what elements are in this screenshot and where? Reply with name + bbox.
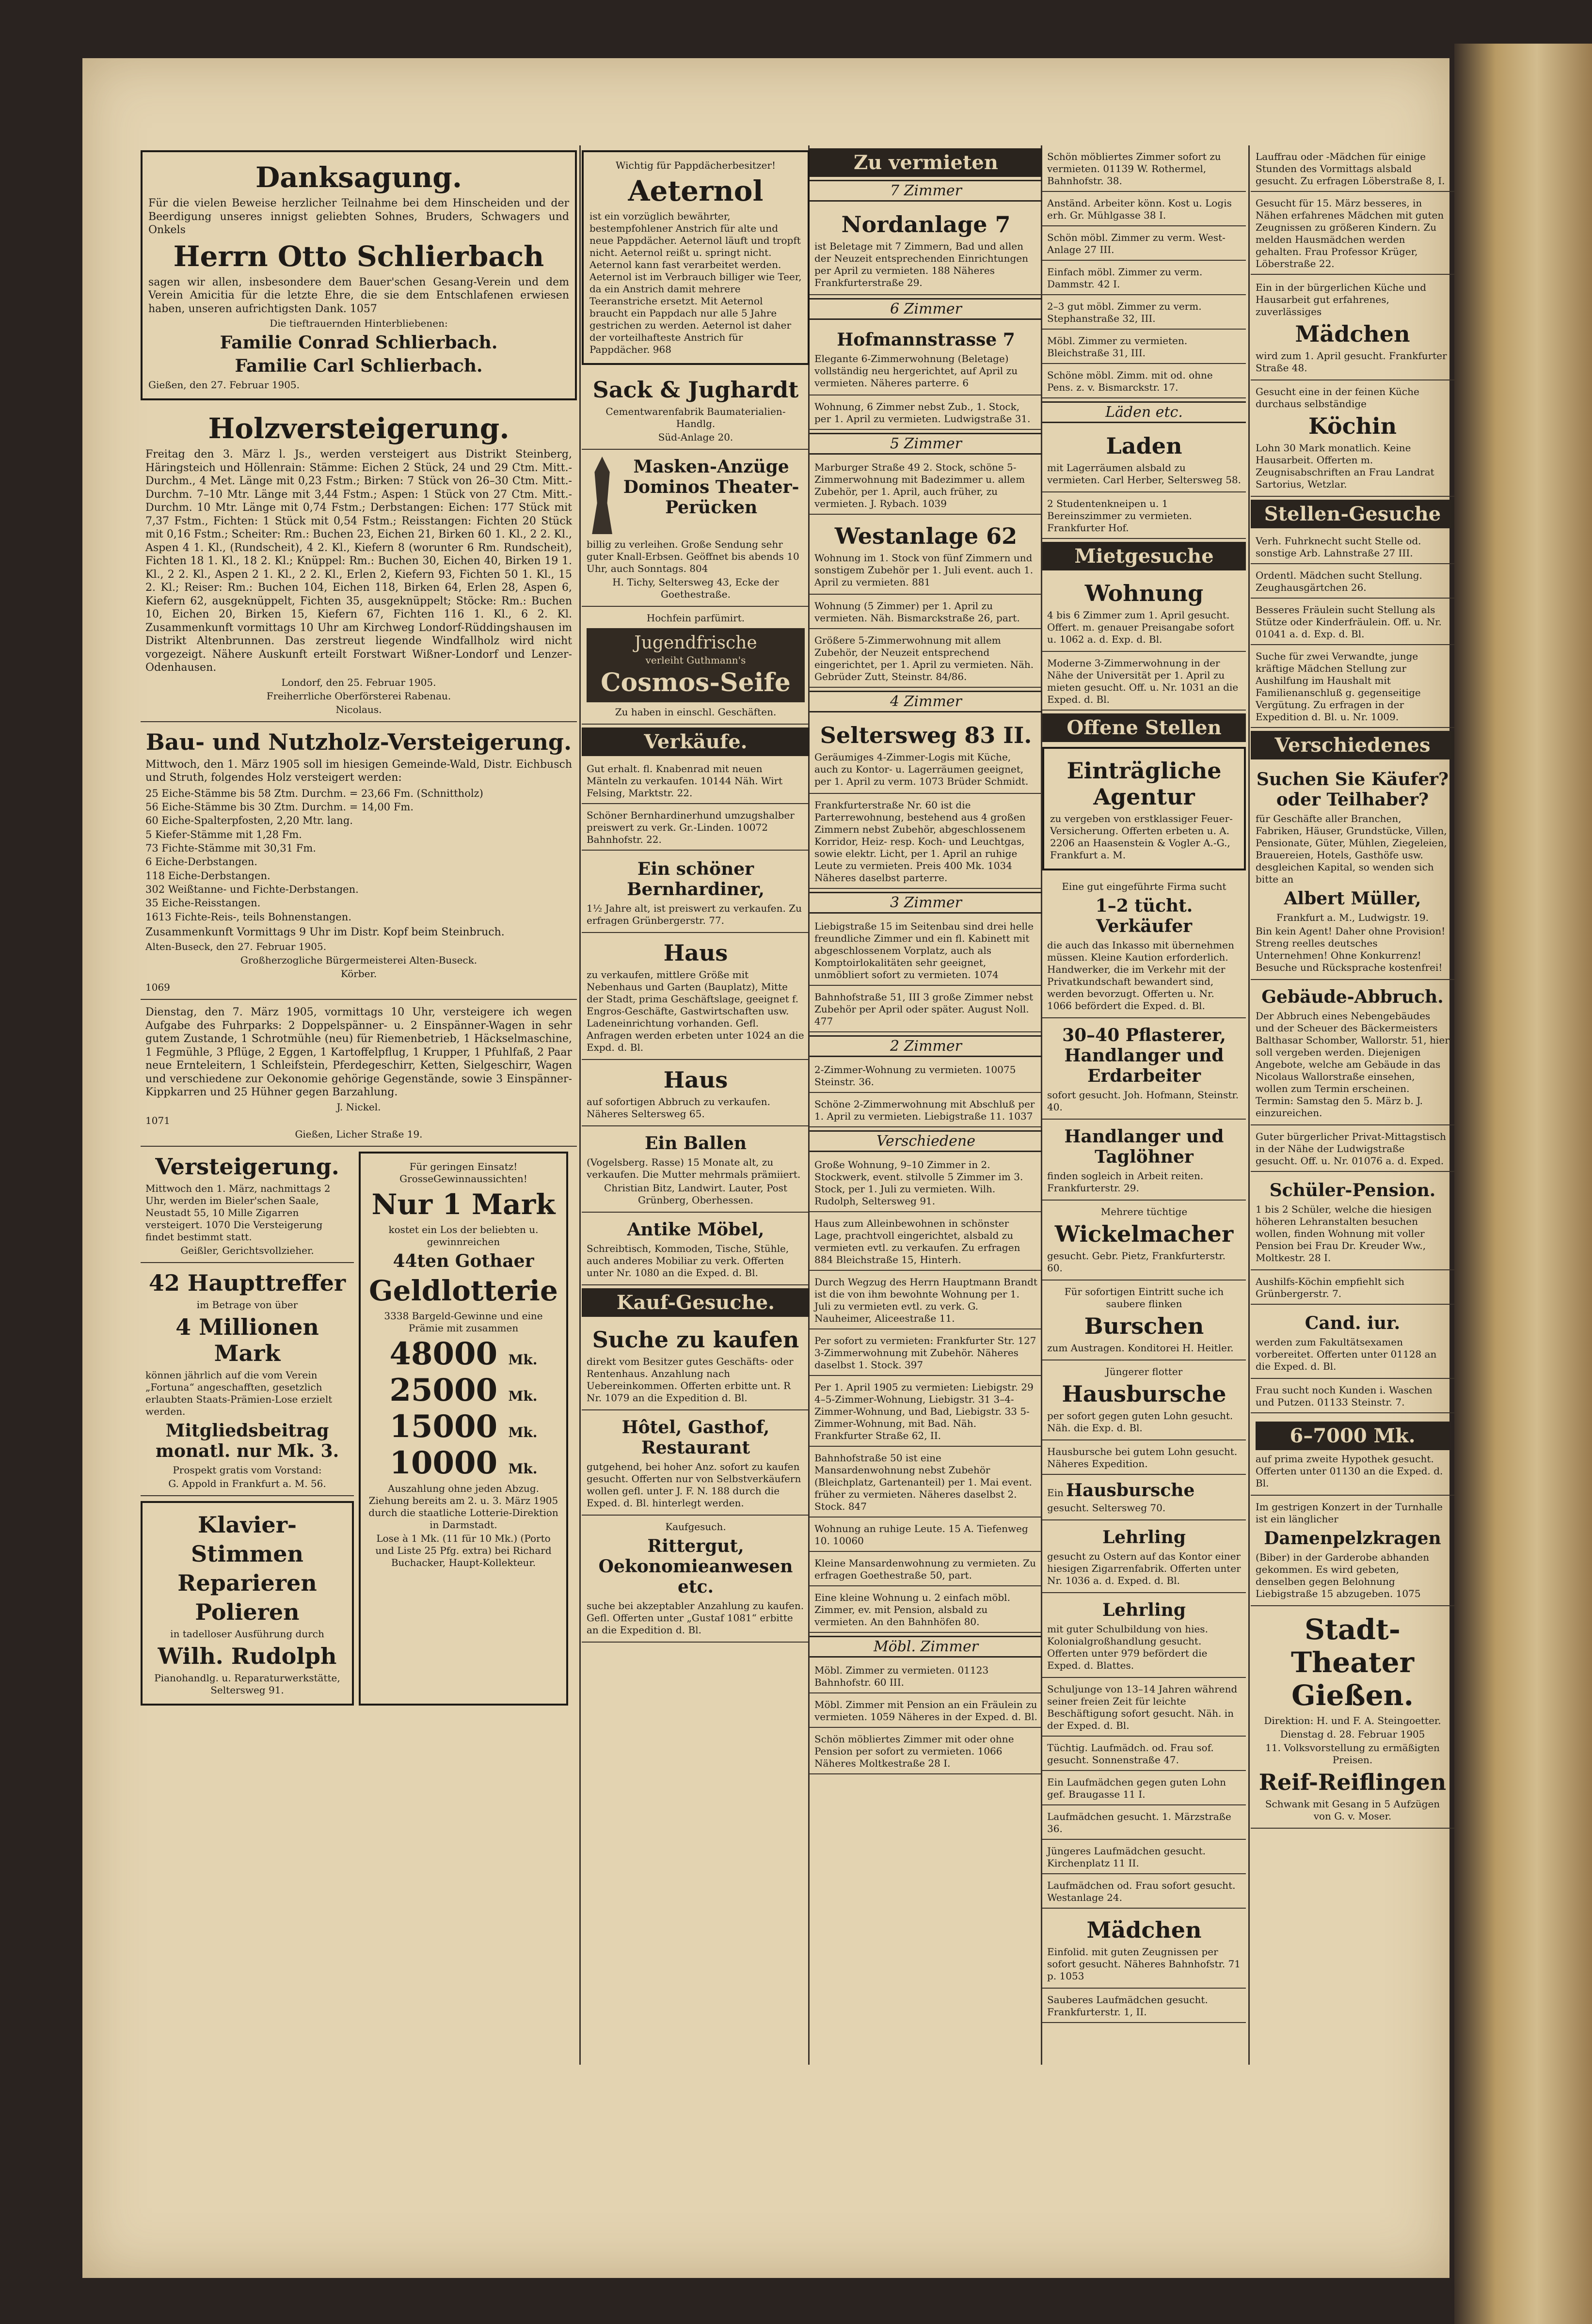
ad-title: Westanlage 62 bbox=[834, 523, 1018, 549]
ad-text: Möbl. Zimmer mit Pension an ein Fräulein zu vermieten. 1059 Näheres in der Exped. d. Bl. bbox=[810, 1695, 1042, 1728]
ad-text: Sauberes Laufmädchen gesucht. Frankfurterstr. 1, II. bbox=[1042, 1990, 1246, 2023]
ad-masken-row bbox=[587, 454, 805, 537]
ad-text: Jüngerer flotter bbox=[1105, 1366, 1183, 1377]
ad-title: Antike Möbel, bbox=[627, 1219, 764, 1240]
ad-title: Hofmannstrasse 7 bbox=[837, 330, 1015, 350]
ad-text: Schön möbl. Zimmer zu verm. West-Anlage 27 III. bbox=[1042, 228, 1246, 261]
ad-text: Ein in der bürgerlichen Küche und Hausarbeit gut erfahrenes, zuverlässiges bbox=[1256, 282, 1427, 317]
column-4 bbox=[1042, 145, 1246, 2084]
ad-text: (Vogelsberg. Rasse) 15 Monate alt, zu verkaufen. Die Mutter mehrmals prämiiert. bbox=[587, 1156, 801, 1180]
ad-title: Danksagung. bbox=[255, 161, 462, 194]
ad-text: werden zum Fakultätsexamen vorbereitet. Offerten unter 01128 an die Exped. d. Bl. bbox=[1256, 1336, 1437, 1372]
ad-text: ist ein vorzüglich bewährter, bestempfohlener Anstrich für alte und neue Pappdächer. Aeternol läuft und tropft nicht. Aeternol reißt u. springt nicht. Aeternol kann fast verarbeitet werden. Aeternol ist im Verbrauch billiger wie Teer, da ein Anstrich damit mehrere Teeranstriche ersetzt. Mit Aeternol braucht ein Pappdach nur alle 5 Jahre gestrichen zu werden. Aeternol ist daher der vorteilhafteste Anstrich für Pappdächer. 968 bbox=[589, 210, 802, 355]
ad-text: Schwank mit Gesang in 5 Aufzügen von G. v. Moser. bbox=[1265, 1798, 1440, 1822]
ad-stadttheater bbox=[1251, 1606, 1454, 1829]
ad-title: Ein Ballen bbox=[644, 1133, 747, 1154]
prize-amount bbox=[366, 1372, 560, 1408]
ad-sign: G. Appold in Frankfurt a. M. 56. bbox=[168, 1477, 326, 1489]
list-item: 302 Weißtanne- und Fichte-Derbstangen. bbox=[145, 883, 359, 895]
book-edge bbox=[1454, 44, 1592, 2324]
ad-cosmos bbox=[582, 607, 810, 725]
ad-text: Schuljunge von 13–14 Jahren während seiner freien Zeit für leichte Beschäftigung sofort gesucht. Näh. in der Exped. d. Bl. bbox=[1042, 1679, 1246, 1737]
subsection-header: 4 Zimmer bbox=[810, 691, 1042, 712]
ad-agentur bbox=[1042, 747, 1246, 870]
ad-text: auf prima zweite Hypothek gesucht. Offerten unter 01130 an die Exped. d. Bl. bbox=[1256, 1453, 1443, 1489]
ad-moebel bbox=[582, 1213, 810, 1285]
ad-maedchen bbox=[1251, 276, 1454, 380]
ad-title: Handlanger und Taglöhner bbox=[1064, 1126, 1224, 1167]
subsection-header: 7 Zimmer bbox=[810, 180, 1042, 202]
cosmos-banner bbox=[587, 628, 805, 702]
list-item: 118 Eiche-Derbstangen. bbox=[145, 870, 271, 882]
ad-versteigerung bbox=[141, 1147, 354, 1263]
ad-verkaeufer bbox=[1042, 875, 1246, 1018]
ad-title: Bau- und Nutzholz-Versteigerung. bbox=[145, 728, 572, 755]
ad-sign: H. Tichy, Seltersweg 43, Ecke der Goethestraße. bbox=[612, 576, 779, 600]
ad-text: Der Abbruch eines Nebengebäudes und der Scheuer des Bäckermeisters Balthasar Schomber, Wallorstr. 51, hier soll vergeben werden. Diejenigen Angebote, welche am Gebäude in das Nicolaus Wallorstraße einsehen, wollen zum Termin erscheinen. Termin: Samstag den 5. März b. J. einzureichen. bbox=[1256, 1010, 1449, 1119]
ad-text: Marburger Straße 49 2. Stock, schöne 5-Zimmerwohnung mit Badezimmer u. allem Zubehör, per 1. April, auch früher, zu vermieten. J. Rybach. 1039 bbox=[810, 458, 1042, 515]
ad-text: Elegante 6-Zimmerwohnung (Beletage) vollständig neu hergerichtet, auf April zu vermieten. Näheres parterre. 6 bbox=[814, 353, 1018, 389]
ad-text: 11. Volksvorstellung zu ermäßigten Preisen. bbox=[1265, 1742, 1440, 1766]
ad-haupttreffer bbox=[141, 1263, 354, 1496]
ad-title: Mädchen bbox=[1086, 1917, 1202, 1943]
ad-text: Direktion: H. und F. A. Steingoetter. bbox=[1264, 1715, 1441, 1726]
ad-text: in tadelloser Ausführung durch bbox=[170, 1628, 324, 1640]
ad-text: Dienstag, den 7. März 1905, vormittags 10 Uhr, versteigere ich wegen Aufgabe des Fuhrparks: 2 Doppelspänner- u. 2 Einspänner-Wagen in sehr gutem Zustande, 1 Schrotmühle (neu) für Riemenbetrieb, 1 Häckselmaschine, 1 Fegmühle, 3 Pflüge, 2 Eggen, 1 Kartoffelpflug, 1 Krupper, 1 Pfuhlfaß, 2 Paar neue Ernteleitern, 1 Schleifstein, Pferdegeschirr, Ketten, Sielgeschirr, Wagen und verschiedene zur Oekonomie gehörige Gegenstände, sowie 3 Einspänner-Kippkarren und 25 Hühner gegen Barzahlung. bbox=[145, 1006, 572, 1099]
ad-title: Holzversteigerung. bbox=[208, 412, 509, 445]
ad-date: Londorf, den 25. Februar 1905. bbox=[281, 676, 436, 688]
ad-sign: J. Nickel. bbox=[336, 1101, 381, 1113]
ad-text: auf sofortigen Abbruch zu verkaufen. Näheres Seltersweg 65. bbox=[587, 1096, 770, 1120]
ad-text: Mittwoch, den 1. März 1905 soll im hiesigen Gemeinde-Wald, Distr. Eichbusch und Struth, folgendes Holz versteigert werden: bbox=[145, 758, 572, 784]
ad-text: Für geringen Einsatz! GrosseGewinnaussichten! bbox=[399, 1160, 527, 1185]
ad-koechin bbox=[1251, 380, 1454, 497]
ad-text: suche bei akzeptabler Anzahlung zu kaufen. Gefl. Offerten unter „Gustaf 1081“ erbitte an die Expedition d. Bl. bbox=[587, 1600, 804, 1636]
ad-title: 44ten Gothaer bbox=[393, 1250, 534, 1271]
ad-laden bbox=[1042, 426, 1246, 492]
ad-text: mit Lagerräumen alsbald zu vermieten. Carl Herber, Seltersweg 58. bbox=[1047, 462, 1242, 486]
prize-unit: Mk. bbox=[508, 1424, 538, 1440]
ad-title: Cand. iur. bbox=[1305, 1313, 1401, 1333]
ad-text: Frankfurt a. M., Ludwigstr. 19. bbox=[1276, 912, 1429, 923]
ad-text: Möbl. Zimmer zu vermieten. Bleichstraße 31, III. bbox=[1042, 331, 1246, 364]
list-item: 60 Eiche-Spalterpfosten, 2,20 Mtr. lang. bbox=[145, 815, 353, 827]
ad-klavier bbox=[141, 1501, 354, 1706]
ad-sign: Nicolaus. bbox=[335, 703, 382, 715]
ad-title: Wohnung bbox=[1084, 580, 1204, 606]
ad-text: Haus zum Alleinbewohnen in schönster Lage, prachtvoll eingerichtet, alsbald zu vermieten evtl. zu verkaufen. Zu erfragen 884 Bleichstraße 15, Hinterh. bbox=[810, 1214, 1042, 1271]
ad-hausbursche bbox=[1042, 1360, 1246, 1440]
col1-bottom-left bbox=[141, 1147, 354, 1710]
ad-sack-jughardt bbox=[582, 370, 810, 450]
ad-title: Geldlotterie bbox=[369, 1274, 558, 1307]
ad-title: Gebäude-Abbruch. bbox=[1261, 987, 1444, 1007]
ad-title: Suchen Sie Käufer? oder Teilhaber? bbox=[1256, 769, 1449, 810]
column-5 bbox=[1251, 145, 1454, 2084]
col1-bottom bbox=[141, 1147, 577, 1710]
ad-text: 1 bis 2 Schüler, welche die hiesigen höheren Lehranstalten besuchen wollen, finden Wohnung mit voller Pension bei Frau Dr. Kreuder Ww., Moltkestr. 28 I. bbox=[1256, 1203, 1432, 1264]
section-header: Offene Stellen bbox=[1042, 713, 1246, 742]
list-item: 73 Fichte-Stämme mit 30,31 Fm. bbox=[145, 842, 316, 854]
ad-title: Rittergut, Oekonomieanwesen etc. bbox=[598, 1536, 793, 1597]
ad-text: Durch Wegzug des Herrn Hauptmann Brandt ist die von ihm bewohnte Wohnung per 1. Juli zu vermieten evtl. zu verk. G. Nauheimer, Aliceestraße 11. bbox=[810, 1272, 1042, 1329]
ad-text: Zusammenkunft Vormittags 9 Uhr im Distr. Kopf beim Steinbruch. bbox=[145, 926, 505, 938]
column-1 bbox=[141, 145, 577, 2084]
ad-lehrling bbox=[1042, 1520, 1246, 1593]
ad-hypothek bbox=[1251, 1415, 1454, 1496]
ad-title: Versteigerung. bbox=[155, 1153, 339, 1180]
ad-text: Bahnhofstraße 51, III 3 große Zimmer nebst Zubehör per April oder später. August Noll. 477 bbox=[810, 987, 1042, 1032]
ad-haus-abbruch bbox=[582, 1060, 810, 1126]
ad-text: 1½ Jahre alt, ist preiswert zu verkaufen. Zu erfragen Grünbergerstr. 77. bbox=[587, 902, 802, 926]
ad-text: ist Beletage mit 7 Zimmern, Bad und allen der Neuzeit entsprechenden Einrichtungen per April zu vermieten. 188 Näheres Frankfurterstraße 29. bbox=[814, 240, 1029, 288]
ad-text: sagen wir allen, insbesondere dem Bauer'schen Gesang-Verein und dem Verein Amicitia für die letzte Ehre, die sie dem Entschlafenen erwiesen haben, unseren aufrichtigsten Dank. 1057 bbox=[148, 276, 569, 315]
ad-text: Für sofortigen Eintritt suche ich saubere flinken bbox=[1064, 1286, 1224, 1310]
prize-amount bbox=[366, 1445, 560, 1481]
ad-title: 6–7000 Mk. bbox=[1256, 1422, 1449, 1450]
ad-text: Geräumiges 4-Zimmer-Logis mit Küche, auch zu Kontor- u. Lagerräumen geeignet, per 1. April zu verm. 1073 Brüder Schmidt. bbox=[814, 751, 1029, 787]
ad-text: Gut erhalt. fl. Knabenrad mit neuen Mänteln zu verkaufen. 10144 Näh. Wirt Felsing, Marktstr. 22. bbox=[582, 759, 810, 804]
ad-hausbursche-3 bbox=[1042, 1476, 1246, 1520]
ad-text: Schön möbliertes Zimmer mit oder ohne Pension per sofort zu vermieten. 1066 Näheres Moltkestraße 28 I. bbox=[810, 1729, 1042, 1774]
ad-title: Einträgliche Agentur bbox=[1067, 758, 1222, 810]
ad-title: Haus bbox=[663, 1067, 728, 1093]
ad-text: Frau sucht noch Kunden i. Waschen und Putzen. 01133 Steinstr. 7. bbox=[1251, 1380, 1454, 1413]
section-header: Verkäufe. bbox=[582, 727, 810, 756]
subsection-header: 2 Zimmer bbox=[810, 1035, 1042, 1057]
ad-text: 2 Studentenkneipen u. 1 Bereinszimmer zu vermieten. Frankfurter Hof. bbox=[1042, 494, 1246, 539]
list-item: 35 Eiche-Reisstangen. bbox=[145, 897, 261, 909]
subsection-header: 5 Zimmer bbox=[810, 433, 1042, 455]
ad-ballen bbox=[582, 1126, 810, 1213]
ad-bau-nutzholz bbox=[141, 722, 577, 1000]
ad-title: Reif-Reiflingen bbox=[1258, 1769, 1447, 1795]
ad-sign: Körber. bbox=[340, 968, 377, 980]
ad-title: 42 Haupttreffer bbox=[148, 1269, 346, 1296]
ad-holzversteigerung bbox=[141, 405, 577, 722]
section-header: Mietgesuche bbox=[1042, 542, 1246, 570]
ad-text: Lose à 1 Mk. (11 für 10 Mk.) (Porto und Liste 25 Pfg. extra) bei Richard Buchacker, Haupt-Kollekteur. bbox=[375, 1532, 552, 1568]
ad-text: Aushilfs-Köchin empfiehlt sich Grünbergerstr. 7. bbox=[1251, 1272, 1454, 1305]
prize-unit: Mk. bbox=[508, 1351, 538, 1368]
ad-cand-iur bbox=[1251, 1306, 1454, 1379]
list-item: 56 Eiche-Stämme bis 30 Ztm. Durchm. = 14,00 Fm. bbox=[145, 801, 414, 813]
ad-date: Dienstag d. 28. Februar 1905 bbox=[1280, 1728, 1425, 1740]
ad-title: Ein schöner Bernhardiner, bbox=[627, 859, 764, 900]
ad-text: Süd-Anlage 20. bbox=[658, 431, 733, 443]
ad-text: Einfach möbl. Zimmer zu verm. Dammstr. 42 I. bbox=[1042, 262, 1246, 295]
ad-text: 3338 Bargeld-Gewinne und eine Prämie mit zusammen bbox=[384, 1310, 543, 1334]
ad-text: Gesucht für 15. März besseres, in Nähen erfahrenes Mädchen mit guten Zeugnissen zu größeren Kindern. Zu melden Hausmädchen werden gehalten. Frau Professor Krüger, Löberstraße 22. bbox=[1251, 193, 1454, 275]
ad-title: Köchin bbox=[1308, 413, 1397, 439]
ad-text: (Biber) in der Garderobe abhanden gekommen. Es wird gebeten, denselben gegen Belohnung Liebigstraße 15 abzugeben. 1075 bbox=[1256, 1551, 1430, 1599]
ad-text: Wohnung (5 Zimmer) per 1. April zu vermieten. Näh. Bismarckstraße 26, part. bbox=[810, 596, 1042, 629]
ad-text: Wohnung im 1. Stock von fünf Zimmern und sonstigem Zubehör per 1. Juli event. auch 1. April zu vermieten. 881 bbox=[814, 552, 1034, 588]
ad-text: Per 1. April 1905 zu vermieten: Liebigstr. 29 4–5-Zimmer-Wohnung, Liebigstr. 31 3–4-Zimmer-Wohnung, und Bad, Liebigstr. 33 5-Zimmer-Wohnung, mit Bad. Näh. Frankfurter Straße 62, II. bbox=[810, 1377, 1042, 1447]
ad-title: Masken-Anzüge Dominos Theater-Perücken bbox=[623, 457, 799, 518]
ad-text: kostet ein Los der beliebten u. gewinnreichen bbox=[388, 1223, 539, 1248]
ad-text: gesucht. Gebr. Pietz, Frankfurterstr. 60. bbox=[1047, 1250, 1226, 1274]
ad-aeternol bbox=[582, 150, 810, 365]
harlequin-icon bbox=[589, 457, 615, 534]
ad-text: Cementwarenfabrik Baumaterialien-Handlg. bbox=[605, 406, 786, 429]
subsection-header: 6 Zimmer bbox=[810, 298, 1042, 320]
ad-title: Hausbursche bbox=[1062, 1381, 1226, 1407]
ad-title: Aeternol bbox=[628, 174, 764, 207]
ad-bernhardiner bbox=[582, 852, 810, 933]
ad-date: Gießen, den 27. Februar 1905. bbox=[148, 379, 300, 391]
ad-date: Alten-Buseck, den 27. Februar 1905. bbox=[145, 941, 327, 953]
ad-text: Ordentl. Mädchen sucht Stellung. Zeughausgärtchen 26. bbox=[1251, 566, 1454, 599]
ad-text: Auszahlung ohne jeden Abzug. Ziehung bereits am 2. u. 3. März 1905 durch die staatliche Lotterie-Direktion in Darmstadt. bbox=[368, 1482, 558, 1531]
ad-text: Ein bbox=[1047, 1487, 1064, 1499]
prize-unit: Mk. bbox=[508, 1460, 538, 1477]
ad-text: zum Austragen. Konditorei H. Heitler. bbox=[1047, 1342, 1234, 1354]
column-2 bbox=[582, 145, 810, 2084]
ad-sign: Freiherrliche Oberförsterei Rabenau. bbox=[266, 690, 451, 702]
list-item: 1613 Fichte-Reis-, teils Bohnenstangen. bbox=[145, 911, 351, 923]
column-rule bbox=[1248, 145, 1250, 2065]
ad-title: Seltersweg 83 II. bbox=[820, 722, 1032, 748]
ad-name: Wilh. Rudolph bbox=[158, 1643, 337, 1669]
ad-text: Hausbursche bei gutem Lohn gesucht. Näheres Expedition. bbox=[1042, 1442, 1246, 1475]
ad-sign: Christian Bitz, Landwirt. Lauter, Post Grünberg, Oberhessen. bbox=[604, 1182, 788, 1206]
ad-text: Schöne 2-Zimmerwohnung mit Abschluß per 1. April zu vermieten. Liebigstraße 11. 1037 bbox=[810, 1094, 1042, 1127]
ad-lotterie bbox=[359, 1152, 568, 1706]
ad-title: Jugendfrische bbox=[634, 633, 757, 653]
section-header: Kauf-Gesuche. bbox=[582, 1288, 810, 1317]
ad-title: Hôtel, Gasthof, Restaurant bbox=[621, 1417, 770, 1458]
ad-text: gesucht. Seltersweg 70. bbox=[1047, 1502, 1166, 1514]
ad-wickelmacher bbox=[1042, 1201, 1246, 1281]
section-header: Stellen-Gesuche bbox=[1251, 500, 1454, 528]
ad-text: Die tieftrauernden Hinterbliebenen: bbox=[270, 317, 448, 329]
ad-name: Familie Carl Schlierbach. bbox=[235, 356, 483, 376]
ad-text: Wichtig für Pappdächerbesitzer! bbox=[615, 159, 776, 171]
ad-sign: Großherzogliche Bürgermeisterei Alten-Buseck. bbox=[240, 954, 478, 966]
ad-title: Wickelmacher bbox=[1054, 1221, 1234, 1247]
ad-title: Hausbursche bbox=[1066, 1480, 1195, 1501]
ad-text: Eine kleine Wohnung u. 2 einfach möbl. Zimmer, ev. mit Pension, alsbald zu vermieten. An den Bahnhöfen 80. bbox=[810, 1588, 1042, 1633]
ad-text: Lauffrau oder -Mädchen für einige Stunden des Vormittags alsbald gesucht. Zu erfragen Löberstraße 8, I. bbox=[1251, 147, 1454, 192]
ad-rittergut bbox=[582, 1516, 810, 1643]
prize-amount bbox=[366, 1336, 560, 1372]
ad-text: verleiht Guthmann's bbox=[645, 654, 746, 666]
section-header: Verschiedenes bbox=[1251, 731, 1454, 759]
ad-hotel bbox=[582, 1410, 810, 1516]
ad-text: können jährlich auf die vom Verein „Fortuna“ angeschafften, gesetzlich erlaubten Staats-Prämien-Lose erzielt werden. bbox=[145, 1369, 333, 1417]
ad-title: Lehrling bbox=[1102, 1600, 1186, 1620]
ad-text: Frankfurterstraße Nr. 60 ist die Parterrewohnung, bestehend aus 4 großen Zimmern nebst Zubehör, abgeschlossenem Korridor, Heiz- resp. Koch- und Leuchtgas, sowie elektr. Licht, per 1. April an ruhige Leute zu vermieten. Preis 400 Mk. 1034 Näheres daselbst parterre. bbox=[810, 795, 1042, 889]
ad-name: Albert Müller, bbox=[1284, 888, 1421, 909]
ad-text: Bahnhofstraße 50 ist eine Mansardenwohnung nebst Zubehör (Bleichplatz, Gartenanteil) per 1. Mai event. früher zu vermieten. Näheres daselbst 2. Stock. 847 bbox=[810, 1448, 1042, 1518]
ad-text: Einfolid. mit guten Zeugnissen per sofort gesucht. Näheres Bahnhofstr. 71 p. 1053 bbox=[1047, 1946, 1241, 1982]
ad-hofmannstrasse bbox=[810, 323, 1042, 395]
column-3 bbox=[810, 145, 1042, 2084]
ad-text: Im gestrigen Konzert in der Turnhalle ist ein länglicher bbox=[1256, 1501, 1443, 1525]
ad-text: sofort gesucht. Joh. Hofmann, Steinstr. 40. bbox=[1047, 1089, 1239, 1113]
ad-text: im Betrage von über bbox=[196, 1298, 298, 1311]
ad-text: 2-Zimmer-Wohnung zu vermieten. 10075 Steinstr. 36. bbox=[810, 1060, 1042, 1093]
ad-schueler-pension bbox=[1251, 1173, 1454, 1270]
ad-text: gesucht zu Ostern auf das Kontor einer hiesigen Zigarrenfabrik. Offerten unter Nr. 1036 a. d. Exped. d. Bl. bbox=[1047, 1550, 1241, 1586]
ad-text: Anständ. Arbeiter könn. Kost u. Logis erh. Gr. Mühlgasse 38 I. bbox=[1042, 193, 1246, 226]
ad-title: Nordanlage 7 bbox=[841, 211, 1011, 237]
ad-number: 1071 bbox=[145, 1114, 170, 1126]
ad-text: Größere 5-Zimmerwohnung mit allem Zubehör, der Neuzeit entsprechend eingerichtet, per 1. April zu vermieten. Näh. Gebrüder Zutt, Steinstr. 84/86. bbox=[810, 631, 1042, 688]
ad-text: Guter bürgerlicher Privat-Mittagstisch in der Nähe der Ludwigstraße gesucht. Off. u. Nr. 01076 a. d. Exped. bbox=[1251, 1127, 1454, 1172]
ad-title: Sack & Jughardt bbox=[592, 377, 799, 403]
ad-pelzkragen bbox=[1251, 1496, 1454, 1606]
ad-title: 1–2 tücht. Verkäufer bbox=[1095, 896, 1193, 936]
list-item: 25 Eiche-Stämme bis 58 Ztm. Durchm. = 23,66 Fm. (Schnittholz) bbox=[145, 787, 483, 799]
subsection-header: 3 Zimmer bbox=[810, 892, 1042, 914]
ad-title: Laden bbox=[1106, 433, 1182, 459]
prize-unit: Mk. bbox=[508, 1388, 538, 1404]
ad-text: Suche für zwei Verwandte, junge kräftige Mädchen Stellung zur Aushilfung im Haushalt mit Familienanschluß g. gegenseitige Vergütung. Zu erfragen in der Expedition d. Bl. u. Nr. 1009. bbox=[1251, 647, 1454, 728]
ad-title: 4 Millionen Mark bbox=[175, 1313, 319, 1366]
ad-date: Gießen, Licher Straße 19. bbox=[295, 1128, 423, 1140]
ad-name: Herrn Otto Schlierbach bbox=[173, 239, 544, 273]
prize-value: 15000 bbox=[389, 1408, 498, 1445]
ad-maedchen bbox=[1042, 1910, 1246, 1989]
ad-text: Moderne 3-Zimmerwohnung in der Nähe der Universität per 1. April zu mieten gesucht. Off. u. Nr. 1031 an die Exped. d. Bl. bbox=[1042, 653, 1246, 711]
ad-text: gutgehend, bei hoher Anz. sofort zu kaufen gesucht. Offerten nur von Selbstverkäufern wollen gefl. unter J. F. N. 188 durch die Exped. d. Bl. hinterlegt werden. bbox=[587, 1461, 801, 1509]
ad-title: Polieren bbox=[195, 1598, 300, 1625]
list-item: 5 Kiefer-Stämme mit 1,28 Fm. bbox=[145, 828, 302, 840]
ad-text: Möbl. Zimmer zu vermieten. 01123 Bahnhofstr. 60 III. bbox=[810, 1660, 1042, 1693]
ad-title: Damenpelzkragen bbox=[1264, 1528, 1441, 1549]
ad-title: Schüler-Pension. bbox=[1269, 1180, 1436, 1201]
ad-name: Familie Conrad Schlierbach. bbox=[220, 332, 498, 353]
subsection-header: Verschiedene bbox=[810, 1130, 1042, 1152]
ad-danksagung bbox=[141, 150, 577, 400]
ad-title: Cosmos-Seife bbox=[601, 668, 791, 697]
ad-text: Lohn 30 Mark monatlich. Keine Hausarbeit. Offerten m. Zeugnisabschriften an Frau Landrat Sartorius, Wetzlar. bbox=[1256, 442, 1434, 490]
ad-text: Besseres Fräulein sucht Stellung als Stütze oder Kinderfräulein. Off. u. Nr. 01041 a. d. Exp. d. Bl. bbox=[1251, 600, 1454, 645]
ad-masken bbox=[582, 450, 810, 607]
ad-text: Pianohandlg. u. Reparaturwerkstätte, Seltersweg 91. bbox=[154, 1672, 340, 1696]
ad-text: billig zu verleihen. Große Sendung sehr guter Knall-Erbsen. Geöffnet bis abends 10 Uhr, auch Sonntags. 804 bbox=[587, 538, 799, 574]
ad-text: Mittwoch den 1. März, nachmittags 2 Uhr, werden im Bieler'schen Saale, Neustadt 55, 10 Mille Zigarren versteigert. 1070 Die Versteigerung findet bestimmt statt. bbox=[145, 1182, 331, 1243]
ad-text: Jüngeres Laufmädchen gesucht. Kirchenplatz 11 II. bbox=[1042, 1841, 1246, 1874]
ad-text: wird zum 1. April gesucht. Frankfurter Straße 48. bbox=[1256, 350, 1447, 374]
ad-text: Schön möbliertes Zimmer sofort zu vermieten. 01139 W. Rothermel, Bahnhofstr. 38. bbox=[1042, 147, 1246, 192]
ad-text: per sofort gegen guten Lohn gesucht. Näh. die Exp. d. Bl. bbox=[1047, 1410, 1233, 1434]
subsection-header: Läden etc. bbox=[1042, 401, 1246, 423]
ad-text: Wohnung an ruhige Leute. 15 A. Tiefenweg 10. 10060 bbox=[810, 1519, 1042, 1552]
ad-text: Kleine Mansardenwohnung zu vermieten. Zu erfragen Goethestraße 50, part. bbox=[810, 1553, 1042, 1586]
ad-text: die auch das Inkasso mit übernehmen müssen. Kleine Kaution erforderlich. Handwerker, die im Verkehr mit der Privatkundschaft bewandert sind, werden bevorzugt. Offerten u. Nr. 1066 befördert die Exped. d. Bl. bbox=[1047, 939, 1234, 1012]
ad-title: Mädchen bbox=[1295, 321, 1410, 347]
ad-text: mit guter Schulbildung von hies. Kolonialgroßhandlung gesucht. Offerten unter 979 befördert die Exped. d. Blattes. bbox=[1047, 1623, 1208, 1671]
ad-text: zu verkaufen, mittlere Größe mit Nebenhaus und Garten (Bauplatz), Mitte der Stadt, prima Geschäftslage, geeignet f. Engros-Geschäfte, Gastwirtschaften usw. Ladeneinrichtung vorhanden. Gefl. Anfragen werden erbeten unter 1024 an die Expd. d. Bl. bbox=[587, 969, 804, 1053]
ad-sign: Geißler, Gerichtsvollzieher. bbox=[180, 1244, 314, 1256]
ad-text: Große Wohnung, 9–10 Zimmer in 2. Stockwerk, event. stilvolle 5 Zimmer im 3. Stock, per 1. Juli zu vermieten. Wilh. Rudolph, Seltersweg 91. bbox=[810, 1155, 1042, 1212]
ad-text: direkt vom Besitzer gutes Geschäfts- oder Rentenhaus. Anzahlung nach Uebereinkommen. Offerten erbitte unt. R Nr. 1079 an die Expedition d. Bl. bbox=[587, 1356, 794, 1404]
prize-value: 48000 bbox=[389, 1335, 498, 1372]
ad-westanlage bbox=[810, 516, 1042, 595]
ad-text: Mehrere tüchtige bbox=[1100, 1206, 1188, 1217]
ad-kaeufer bbox=[1251, 762, 1454, 980]
ad-text: 4 bis 6 Zimmer zum 1. April gesucht. Offert. m. genauer Preisangabe sofort u. 1062 a. d. Exp. d. Bl. bbox=[1047, 609, 1234, 645]
ad-text: Gesucht eine in der feinen Küche durchaus selbständige bbox=[1256, 386, 1419, 410]
ad-text: Eine gut eingeführte Firma sucht bbox=[1062, 881, 1226, 892]
ad-text: Verh. Fuhrknecht sucht Stelle od. sonstige Arb. Lahnstraße 27 III. bbox=[1251, 531, 1454, 564]
column-rule bbox=[579, 145, 581, 2065]
ad-text: Freitag den 3. März l. Js., werden versteigert aus Distrikt Steinberg, Häringsteich und Höllenrain: Stämme: Eichen 2 Stück, 24 und 29 Ctm. Mitt.-Durchm., 4 Met. Länge mit 0,23 Fstm.; Birken: 7 Stück von 26–30 Ctm. Mitt.-Durchm. 7–10 Mtr. Länge mit 3,44 Fstm.; Aspen: 1 Stück von 27 Ctm. Mitt.-Durchm. 10 Mtr. Länge mit 0,74 Fstm.; Derbstangen: Eichen: 177 Stück mit 7,37 Fstm., Fichten: 1 Stück mit 0,54 Fstm.; Reisstangen: Fichten 20 Stück mit 0,16 Fstm.; Scheiter: Rm.: Buchen 23, Eichen 21, Birken 60 1. Kl., 2 2. Kl., Aspen 4 1. Kl., (Rundscheit), 4 2. Kl., Kiefern 8 (worunter 6 Rm. Rundscheit), Fichten 18 1. Kl., 18 2. Kl.; Knüppel: Rm.: Buchen 30, Eichen 40, Birken 19 1. Kl., 2 2. Kl., Aspen 2 1. Kl., 2 2. Kl., Erlen 2, Kiefern 93, Fichten 50 1. Kl., 15 2. Kl.; Reiser: Rm.: Buchen 104, Eichen 118, Birken 64, Erlen 28, Aspen 6, Kiefern 62, ausgeknüppelt, Fichten 35, ausgeknüppelt; Stöcke: Rm.: Buchen 10, Eichen 20, Birken 15, Kiefern 67, Fichten 116 1. Kl., 6 2. Kl. Zusammenkunft vormittags 10 Uhr am Kirchweg Londorf-Rüddingshausen im Distrikt Altenbrunnen. Das zerstreut liegende Windfallholz wird nicht vorgezeigt. Nähere Auskunft erteilt Forstwart Wißner-Londorf und Lenzer-Odenhausen. bbox=[145, 448, 572, 674]
ad-text: Bin kein Agent! Daher ohne Provision! Streng reelles deutsches Unternehmen! Ohne Konkurrenz! Besuche und Rücksprache kostenfrei! bbox=[1256, 925, 1446, 973]
ad-lehrling-2 bbox=[1042, 1593, 1246, 1678]
ad-nordanlage bbox=[810, 205, 1042, 295]
ad-title: Nur 1 Mark bbox=[371, 1187, 556, 1221]
ad-title: Burschen bbox=[1084, 1313, 1204, 1339]
ad-text: 2–3 gut möbl. Zimmer zu verm. Stephanstraße 32, III. bbox=[1042, 297, 1246, 330]
ad-text: zu vergeben von erstklassiger Feuer-Versicherung. Offerten erbeten u. A. 2206 an Haasenstein & Vogler A.-G., Frankfurt a. M. bbox=[1050, 813, 1233, 861]
ad-haus bbox=[582, 933, 810, 1060]
ad-text: Schöne möbl. Zimm. mit od. ohne Pens. z. v. Bismarckstr. 17. bbox=[1042, 365, 1246, 398]
ad-title: Haus bbox=[663, 940, 728, 966]
ad-handlanger bbox=[1042, 1120, 1246, 1201]
ad-text: Für die vielen Beweise herzlicher Teilnahme bei dem Hinscheiden und der Beerdigung unseres innigst geliebten Sohnes, Bruders, Schwagers und Onkels bbox=[148, 197, 569, 236]
ad-title: Klavier- bbox=[197, 1511, 297, 1538]
ad-text: Per sofort zu vermieten: Frankfurter Str. 127 3-Zimmerwohnung mit Zubehör. Näheres daselbst 1. Stock. 397 bbox=[810, 1331, 1042, 1376]
ad-text: Prospekt gratis vom Vorstand: bbox=[173, 1464, 322, 1476]
ad-title: Stadt-Theater Gießen. bbox=[1290, 1613, 1415, 1712]
ad-suche bbox=[582, 1320, 810, 1410]
subsection-header: Möbl. Zimmer bbox=[810, 1636, 1042, 1658]
ad-title: Stimmen bbox=[191, 1540, 303, 1567]
ad-pflasterer bbox=[1042, 1018, 1246, 1120]
ad-dienstag bbox=[141, 1000, 577, 1147]
ad-text: Laufmädchen gesucht. 1. Märzstraße 36. bbox=[1042, 1807, 1246, 1840]
ad-wohnung-gesucht bbox=[1042, 573, 1246, 652]
ad-text: Schöner Bernhardinerhund umzugshalber preiswert zu verk. Gr.-Linden. 10072 Bahnhofstr. 22. bbox=[582, 806, 810, 851]
ad-text: für Geschäfte aller Branchen, Fabriken, Häuser, Grundstücke, Villen, Pensionate, Güter, Mühlen, Ziegeleien, Brauereien, Hotels, Gasthöfe usw. desgleichen Kapital, so wenden sich bitte an bbox=[1256, 813, 1447, 885]
ad-title: Suche zu kaufen bbox=[592, 1327, 799, 1353]
ad-text: finden sogleich in Arbeit reiten. Frankfurterstr. 29. bbox=[1047, 1170, 1204, 1194]
prize-value: 25000 bbox=[389, 1372, 498, 1408]
ad-text: Liebigstraße 15 im Seitenbau sind drei helle freundliche Zimmer und ein fl. Kabinett mit abgeschlossenem Vorplatz, auch als Komptoirlokalitäten sehr geeignet, unmöbliert sofort zu vermieten. 1074 bbox=[810, 917, 1042, 986]
ad-text: Hochfein parfümirt. bbox=[646, 612, 745, 624]
ad-text: Zu haben in einschl. Geschäften. bbox=[615, 706, 777, 718]
ad-burschen bbox=[1042, 1281, 1246, 1360]
ad-text: Wohnung, 6 Zimmer nebst Zub., 1. Stock, per 1. April zu vermieten. Ludwigstraße 31. bbox=[810, 397, 1042, 430]
ad-sub: Mitgliedsbeitrag monatl. nur Mk. 3. bbox=[155, 1420, 339, 1461]
ad-text: Laufmädchen od. Frau sofort gesucht. Westanlage 24. bbox=[1042, 1876, 1246, 1909]
ad-text: Tüchtig. Laufmädch. od. Frau sof. gesucht. Sonnenstraße 47. bbox=[1042, 1738, 1246, 1771]
ad-text: Ein Laufmädchen gegen guten Lohn gef. Braugasse 11 I. bbox=[1042, 1772, 1246, 1805]
prize-value: 10000 bbox=[389, 1444, 498, 1481]
ad-text: Schreibtisch, Kommoden, Tische, Stühle, auch anderes Mobiliar zu verk. Offerten unter Nr. 1080 an die Exped. d. Bl. bbox=[587, 1243, 789, 1279]
section-header: Zu vermieten bbox=[810, 148, 1042, 177]
ad-title: 30–40 Pflasterer, Handlanger und Erdarbeiter bbox=[1062, 1025, 1226, 1086]
ad-title: Reparieren bbox=[177, 1569, 317, 1596]
ad-seltersweg bbox=[810, 715, 1042, 794]
ad-text: Kaufgesuch. bbox=[665, 1521, 726, 1533]
ad-list bbox=[145, 787, 572, 924]
prize-amount bbox=[366, 1408, 560, 1445]
list-item: 6 Eiche-Derbstangen. bbox=[145, 856, 257, 868]
ad-number: 1069 bbox=[145, 981, 170, 994]
ad-abbruch bbox=[1251, 980, 1454, 1125]
ad-title: Lehrling bbox=[1102, 1527, 1186, 1548]
